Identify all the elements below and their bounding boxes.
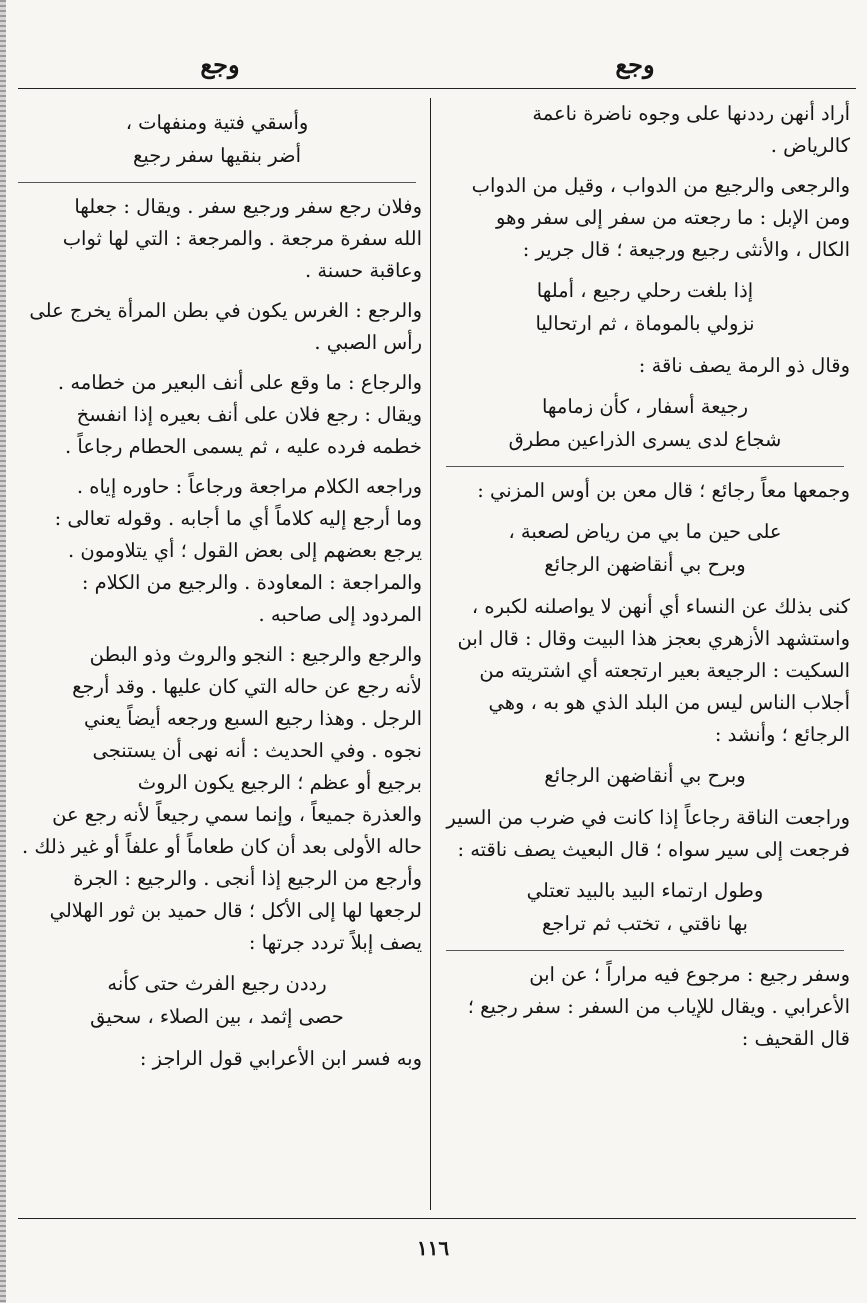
section-separator — [446, 466, 844, 467]
text-line: برجيع أو عظم ؛ الرجيع يكون الروث — [137, 771, 422, 794]
text-line: يرجع بعضهم إلى بعض القول ؛ أي يتلاومون . — [68, 539, 422, 562]
poem-verse — [440, 515, 850, 581]
text-line: لأنه رجع عن حاله التي كان عليها . وقد أرجع — [72, 675, 422, 698]
right-column — [440, 98, 850, 1063]
entry-paragraph — [440, 591, 850, 751]
entry-paragraph — [12, 367, 422, 463]
verse-line: رددن رجيع الفرث حتى كأنه — [107, 972, 327, 995]
text-line: وما أرجع إليه كلاماً أي ما أجابه . وقوله تعالى : — [54, 507, 422, 530]
entry-paragraph — [12, 1043, 422, 1075]
book-spine-edge — [0, 0, 6, 1303]
text-line: الله سفرة مرجعة . والمرجعة : التي لها ثواب — [62, 227, 422, 250]
poem-verse — [12, 106, 422, 172]
text-line: خطمه فرده عليه ، ثم يسمى الحطام رجاعاً . — [65, 435, 422, 458]
text-line: أراد أنهن رددنها على وجوه ناضرة ناعمة — [532, 102, 850, 125]
poem-verse — [440, 759, 850, 792]
text-line: الكال ، والأنثى رجيع ورجيعة ؛ قال جرير : — [522, 238, 850, 261]
section-separator — [18, 182, 416, 183]
verse-line: نزولي بالموماة ، ثم ارتحاليا — [535, 312, 755, 335]
poem-verse — [440, 274, 850, 340]
text-line: والرجعى والرجيع من الدواب ، وقيل من الدواب — [471, 174, 850, 197]
verse-line: إذا بلغت رحلي رجيع ، أملها — [536, 279, 754, 302]
entry-paragraph — [12, 191, 422, 287]
entry-paragraph — [12, 295, 422, 359]
text-line: قال القحيف : — [741, 1027, 850, 1050]
entry-paragraph — [440, 802, 850, 866]
verse-line: وطول ارتماء البيد بالبيد تعتلي — [526, 879, 764, 902]
verse-line: وبرح بي أنقاضهن الرجائع — [544, 764, 746, 787]
text-line: واستشهد الأزهري بعجز هذا البيت وقال : قال ابن — [457, 627, 850, 650]
text-line: وفلان رجع سفر ورجيع سفر . ويقال : جعلها — [74, 195, 422, 218]
entry-paragraph — [440, 350, 850, 382]
verse-line: وبرح بي أنقاضهن الرجائع — [544, 553, 746, 576]
text-line: وراجعت الناقة رجاعاً إذا كانت في ضرب من السير — [446, 806, 850, 829]
text-line: السكيت : الرجيعة بعير ارتجعته أي اشتريته من — [479, 659, 850, 682]
entry-paragraph — [440, 170, 850, 266]
entry-paragraph — [12, 639, 422, 959]
poem-verse — [440, 390, 850, 456]
text-line: الأعرابي . ويقال للإياب من السفر : سفر رجيع ؛ — [467, 995, 850, 1018]
verse-line: وأسقي فتية ومنفهات ، — [125, 111, 309, 134]
header-rule — [18, 88, 856, 89]
text-line: والرجاع : ما وقع على أنف البعير من خطامه . — [57, 371, 422, 394]
text-line: وقال ذو الرمة يصف ناقة : — [638, 354, 850, 377]
verse-line: بها ناقتي ، تختب ثم تراجع — [542, 912, 748, 935]
verse-line: أضر بنقيها سفر رجيع — [132, 144, 302, 167]
text-line: نجوه . وفي الحديث : أنه نهى أن يستنجى — [92, 739, 422, 762]
text-line: كالرياض . — [770, 134, 850, 157]
text-line: يصف إبلاً تردد جرتها : — [248, 931, 422, 954]
text-line: وعاقبة حسنة . — [304, 259, 422, 282]
verse-line: شجاع لدى يسرى الذراعين مطرق — [508, 428, 782, 451]
running-header-left: وجع — [200, 50, 240, 79]
entry-paragraph — [12, 471, 422, 631]
text-line: رأس الصبي . — [314, 331, 422, 354]
text-line: الرجائع ؛ وأنشد : — [714, 723, 850, 746]
section-separator — [446, 950, 844, 951]
verse-line: على حين ما بي من رياض لصعبة ، — [508, 520, 782, 543]
text-line: وبه فسر ابن الأعرابي قول الراجز : — [139, 1047, 422, 1070]
footer-rule — [18, 1218, 856, 1219]
text-line: المردود إلى صاحبه . — [258, 603, 422, 626]
text-line: والرجع : الغرس يكون في بطن المرأة يخرج على — [29, 299, 422, 322]
text-line: وسفر رجيع : مرجوع فيه مراراً ؛ عن ابن — [529, 963, 850, 986]
text-line: ومن الإبل : ما رجعته من سفر إلى سفر وهو — [496, 206, 850, 229]
entry-paragraph — [440, 475, 850, 507]
text-line: والمراجعة : المعاودة . والرجيع من الكلام : — [81, 571, 422, 594]
entry-paragraph — [440, 959, 850, 1055]
poem-verse — [12, 967, 422, 1033]
running-header-right: وجع — [615, 50, 655, 79]
left-column — [12, 98, 422, 1083]
text-line: فرجعت إلى سير سواه ؛ قال البعيث يصف ناقته : — [457, 838, 850, 861]
verse-line: حصى إثمد ، بين الصلاء ، سحيق — [90, 1005, 344, 1028]
text-line: وراجعه الكلام مراجعة ورجاعاً : حاوره إياه . — [76, 475, 422, 498]
poem-verse — [440, 874, 850, 940]
column-divider — [430, 98, 431, 1210]
text-line: وجمعها معاً رجائع ؛ قال معن بن أوس المزني : — [477, 479, 850, 502]
text-line: كنى بذلك عن النساء أي أنهن لا يواصلنه لكبره ، — [471, 595, 850, 618]
text-line: والرجع والرجيع : النجو والروث وذو البطن — [89, 643, 422, 666]
verse-line: رجيعة أسفار ، كأن زمامها — [541, 395, 748, 418]
page-number: ١١٦ — [416, 1236, 450, 1260]
text-line: والعذرة جميعاً ، وإنما سمي رجيعاً لأنه رجع عن — [52, 803, 422, 826]
text-line: ويقال : رجع فلان على أنف بعيره إذا انفسخ — [76, 403, 422, 426]
text-line: حاله الأولى بعد أن كان طعاماً أو علفاً أو غير ذلك . — [22, 835, 422, 858]
text-line: الرجل . وهذا رجيع السبع ورجعه أيضاً يعني — [83, 707, 422, 730]
text-line: لرجعها لها إلى الأكل ؛ قال حميد بن ثور الهلالي — [49, 899, 422, 922]
entry-paragraph — [440, 98, 850, 162]
text-line: أجلاب الناس ليس من البلد الذي هو به ، وهي — [488, 691, 850, 714]
text-line: وأرجع من الرجيع إذا أنجى . والرجيع : الجرة — [73, 867, 422, 890]
